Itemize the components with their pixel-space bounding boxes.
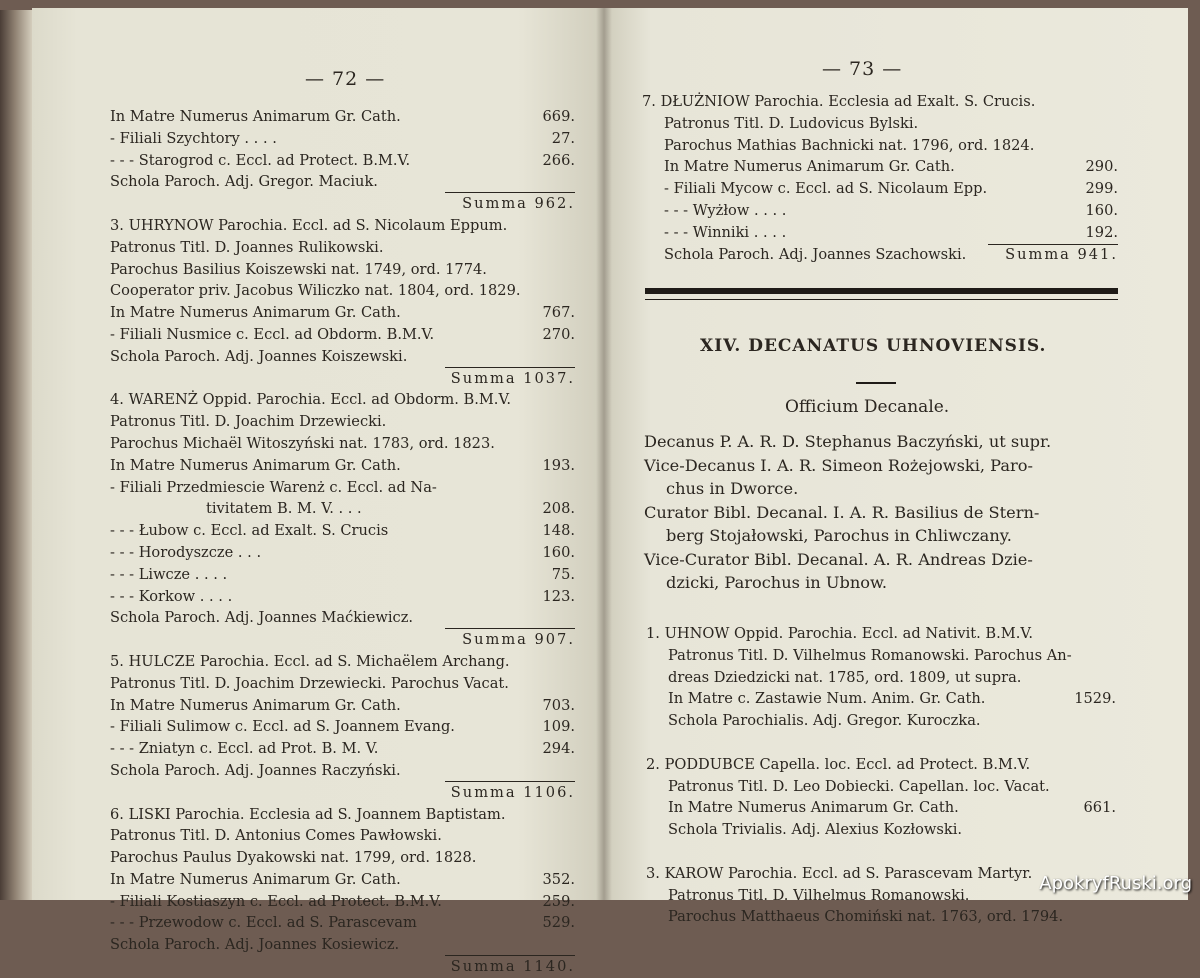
- text-line: [644, 571, 1120, 595]
- line-number: Summa 1106.: [450, 783, 575, 801]
- line-text: Cooperator priv. Jacobus Wiliczko nat. 1804, ord. 1829.: [110, 282, 521, 300]
- text-line: [646, 688, 1116, 710]
- summa-rule: [445, 628, 575, 629]
- text-line: [644, 501, 1120, 525]
- line-number: 266.: [542, 151, 575, 169]
- line-number: 299.: [1085, 180, 1118, 198]
- text-line: [110, 869, 575, 891]
- text-line: [110, 956, 575, 978]
- text-line: [110, 193, 575, 215]
- text-line: [110, 324, 575, 346]
- line-text: - - - Horodyszcze . . .: [110, 543, 262, 561]
- line-text: - Filiali Nusmice c. Eccl. ad Obdorm. B.M.V.: [110, 325, 435, 343]
- line-text: 5. HULCZE Parochia. Eccl. ad S. Michaëlem Archang.: [110, 652, 510, 670]
- line-text: - - - Starogrod c. Eccl. ad Protect. B.M.V.: [110, 151, 411, 169]
- text-line: [110, 804, 575, 826]
- text-line: [110, 106, 575, 128]
- line-text: In Matre Numerus Animarum Gr. Cath.: [110, 696, 401, 714]
- line-number: Summa 1140.: [450, 958, 575, 976]
- section-thin-rule: [645, 299, 1118, 300]
- line-text: Decanus P. A. R. D. Stephanus Baczyński, ut supr.: [644, 432, 1052, 451]
- text-line: [110, 433, 575, 455]
- text-line: [110, 782, 575, 804]
- line-number: 767.: [542, 304, 575, 322]
- line-text: In Matre Numerus Animarum Gr. Cath.: [110, 456, 401, 474]
- text-line: [110, 695, 575, 717]
- line-text: - - - Przewodow c. Eccl. ad S. Parascevam: [110, 914, 417, 932]
- line-number: 208.: [542, 500, 575, 518]
- line-number: 290.: [1085, 158, 1118, 176]
- line-text: - Filiali Sulimow c. Eccl. ad S. Joannem Evang.: [110, 718, 455, 736]
- line-text: tivitatem B. M. V. . . .: [206, 500, 362, 518]
- text-line: [110, 477, 575, 499]
- text-line: [110, 738, 575, 760]
- line-text: 3. KAROW Parochia. Eccl. ad S. Parascevam Martyr.: [646, 864, 1033, 882]
- line-number: 123.: [542, 587, 575, 605]
- line-text: Patronus Titl. D. Leo Dobiecki. Capellan. loc. Vacat.: [668, 777, 1050, 795]
- line-text: Parochus Paulus Dyakowski nat. 1799, ord. 1828.: [110, 849, 477, 867]
- line-number: 27.: [551, 129, 575, 147]
- line-text: Parochus Mathias Bachnicki nat. 1796, ord. 1824.: [664, 136, 1035, 154]
- line-number: 294.: [542, 740, 575, 758]
- text-line: [646, 645, 1116, 667]
- line-text: Patronus Titl. D. Vilhelmus Romanowski.: [668, 886, 970, 904]
- text-line: [110, 128, 575, 150]
- line-text: Curator Bibl. Decanal. I. A. R. Basilius de Stern-: [644, 502, 1040, 522]
- line-number: 193.: [542, 456, 575, 474]
- text-line: [110, 520, 575, 542]
- line-number: 669.: [542, 108, 575, 125]
- line-text: 7. DŁUŻNIOW Parochia. Ecclesia ad Exalt. S. Crucis.: [642, 93, 1036, 110]
- line-text: - - - Wyżłow . . . .: [664, 201, 787, 219]
- line-text: - Filiali Kostiaszyn c. Eccl. ad Protect. B.M.V.: [110, 892, 442, 910]
- line-text: Schola Paroch. Adj. Joannes Szachowski.: [664, 245, 967, 263]
- heading-short-rule: [856, 382, 896, 384]
- line-text: Schola Paroch. Adj. Joannes Kosiewicz.: [110, 936, 400, 954]
- summa-rule: [445, 367, 575, 368]
- line-text: Schola Paroch. Adj. Joannes Raczyński.: [110, 761, 401, 779]
- text-line: [110, 171, 575, 193]
- text-line: [642, 113, 1118, 135]
- line-text: In Matre Numerus Animarum Gr. Cath.: [110, 870, 401, 888]
- text-line: [110, 891, 575, 913]
- text-line: [110, 389, 575, 411]
- line-text: Patronus Titl. D. Joachim Drzewiecki.: [110, 413, 387, 431]
- summa-rule: [445, 955, 575, 956]
- line-number: 109.: [542, 718, 575, 736]
- text-line: [110, 673, 575, 695]
- text-line: [642, 91, 1118, 113]
- text-line: [110, 455, 575, 477]
- line-text: chus in Dworce.: [666, 479, 799, 498]
- line-text: dzicki, Parochus in Ubnow.: [666, 573, 888, 592]
- text-line: [110, 586, 575, 608]
- line-text: Patronus Titl. D. Antonius Comes Pawłowski.: [110, 827, 442, 845]
- text-line: [110, 498, 575, 520]
- text-line: [110, 302, 575, 324]
- line-text: Patronus Titl. D. Joannes Rulikowski.: [110, 238, 384, 256]
- summa-rule: [445, 192, 575, 193]
- text-line: [646, 797, 1116, 819]
- line-text: Patronus Titl. D. Joachim Drzewiecki. Parochus Vacat.: [110, 674, 509, 692]
- text-line: [644, 454, 1120, 478]
- line-text: 1. UHNOW Oppid. Parochia. Eccl. ad Nativit. B.M.V.: [646, 625, 1033, 642]
- text-line: [646, 819, 1116, 841]
- line-text: dreas Dziedzicki nat. 1785, ord. 1809, ut supra.: [668, 668, 1022, 686]
- line-number: 192.: [1085, 223, 1118, 241]
- text-line: [646, 623, 1116, 645]
- line-text: Parochus Basilius Koiszewski nat. 1749, ord. 1774.: [110, 260, 487, 278]
- text-line: [646, 732, 1116, 754]
- line-text: Schola Paroch. Adj. Joannes Maćkiewicz.: [110, 609, 414, 627]
- section-heavy-rule: [645, 288, 1118, 294]
- text-line: [110, 280, 575, 302]
- line-text: Parochus Michaël Witoszyński nat. 1783, ord. 1823.: [110, 434, 495, 452]
- text-line: [646, 667, 1116, 689]
- text-line: [110, 346, 575, 368]
- line-text: Patronus Titl. D. Ludovicus Bylski.: [664, 114, 919, 132]
- line-text: 6. LISKI Parochia. Ecclesia ad S. Joannem Baptistam.: [110, 805, 506, 823]
- text-line: [110, 150, 575, 172]
- text-line: [110, 607, 575, 629]
- line-number: 75.: [551, 565, 575, 583]
- line-text: In Matre Numerus Animarum Gr. Cath.: [110, 304, 401, 322]
- text-line: [110, 542, 575, 564]
- line-number: Summa 907.: [462, 631, 575, 649]
- text-line: [110, 368, 575, 390]
- line-number: 703.: [542, 696, 575, 714]
- line-number: 661.: [1083, 799, 1116, 817]
- text-line: [646, 906, 1116, 928]
- line-number: 529.: [542, 914, 575, 932]
- text-line: [110, 215, 575, 237]
- line-number: 270.: [542, 325, 575, 343]
- text-line: [110, 411, 575, 433]
- right-page-top-text: [642, 91, 1118, 265]
- text-line: [644, 477, 1120, 501]
- text-line: [110, 934, 575, 956]
- line-text: In Matre Numerus Animarum Gr. Cath.: [668, 799, 959, 817]
- line-text: 3. UHRYNOW Parochia. Eccl. ad S. Nicolaum Eppum.: [110, 216, 508, 234]
- text-line: [110, 651, 575, 673]
- line-text: - - - Liwcze . . . .: [110, 565, 228, 583]
- text-line: [644, 524, 1120, 548]
- right-page-number: — 73 —: [822, 58, 903, 80]
- text-line: [642, 200, 1118, 222]
- text-line: [110, 760, 575, 782]
- left-page-text: [110, 106, 575, 978]
- site-watermark: ApokryfRuski.org: [1039, 873, 1192, 894]
- line-text: Schola Trivialis. Adj. Alexius Kozłowski.: [668, 821, 963, 839]
- summa-rule: [445, 781, 575, 782]
- line-text: - Filiali Przedmiescie Warenż c. Eccl. ad Na-: [110, 478, 437, 496]
- line-text: Patronus Titl. D. Vilhelmus Romanowski. Parochus An-: [668, 646, 1072, 664]
- text-line: [110, 912, 575, 934]
- section-heading: XIV. DECANATUS UHNOVIENSIS.: [700, 336, 1047, 356]
- book-gutter: [596, 8, 612, 900]
- text-line: [642, 135, 1118, 157]
- text-line: [646, 710, 1116, 732]
- line-text: Vice-Decanus I. A. R. Simeon Rożejowski, Paro-: [644, 455, 1033, 475]
- line-number: 259.: [542, 892, 575, 910]
- line-text: Schola Paroch. Adj. Gregor. Maciuk.: [110, 173, 378, 191]
- text-line: [644, 548, 1120, 572]
- text-line: [642, 222, 1118, 244]
- line-text: - - - Zniatyn c. Eccl. ad Prot. B. M. V.: [110, 740, 379, 758]
- line-text: Schola Paroch. Adj. Joannes Koiszewski.: [110, 347, 408, 365]
- text-line: [642, 156, 1118, 178]
- text-line: [646, 776, 1116, 798]
- text-line: [110, 629, 575, 651]
- office-subheading: Officium Decanale.: [785, 397, 950, 417]
- text-line: [110, 564, 575, 586]
- line-text: - Filiali Szychtory . . . .: [110, 129, 277, 147]
- line-number: 160.: [1085, 201, 1118, 219]
- line-number: Summa 941.: [1005, 245, 1118, 263]
- text-line: [642, 244, 1118, 266]
- line-text: 4. WARENŻ Oppid. Parochia. Eccl. ad Obdorm. B.M.V.: [110, 391, 512, 409]
- text-line: [110, 825, 575, 847]
- summa-rule: [988, 244, 1118, 245]
- office-text: [644, 430, 1120, 595]
- line-text: berg Stojałowski, Parochus in Chliwczany.: [666, 526, 1012, 545]
- line-text: - Filiali Mycow c. Eccl. ad S. Nicolaum Epp.: [664, 180, 988, 198]
- text-line: [646, 841, 1116, 863]
- line-text: - - - Winniki . . . .: [664, 223, 787, 241]
- line-number: 160.: [542, 543, 575, 561]
- line-text: In Matre Numerus Animarum Gr. Cath.: [664, 158, 955, 176]
- text-line: [642, 178, 1118, 200]
- text-line: [110, 716, 575, 738]
- line-text: Schola Parochialis. Adj. Gregor. Kuroczka.: [668, 712, 981, 730]
- line-number: Summa 1037.: [450, 369, 575, 387]
- text-line: [110, 237, 575, 259]
- line-text: Parochus Matthaeus Chomiński nat. 1763, ord. 1794.: [668, 908, 1064, 926]
- text-line: [646, 754, 1116, 776]
- line-text: In Matre c. Zastawie Num. Anim. Gr. Cath.: [668, 690, 986, 708]
- text-line: [110, 259, 575, 281]
- line-text: - - - Łubow c. Eccl. ad Exalt. S. Crucis: [110, 522, 389, 540]
- line-number: 352.: [542, 870, 575, 888]
- left-page-number: — 72 —: [305, 68, 386, 90]
- text-line: [110, 847, 575, 869]
- line-text: 2. PODDUBCE Capella. loc. Eccl. ad Protect. B.M.V.: [646, 755, 1031, 773]
- line-number: 148.: [542, 522, 575, 540]
- line-number: Summa 962.: [462, 195, 575, 213]
- line-text: - - - Korkow . . . .: [110, 587, 233, 605]
- line-number: 1529.: [1074, 690, 1116, 708]
- line-text: In Matre Numerus Animarum Gr. Cath.: [110, 108, 401, 125]
- text-line: [644, 430, 1120, 454]
- line-text: Vice-Curator Bibl. Decanal. A. R. Andreas Dzie-: [644, 549, 1033, 569]
